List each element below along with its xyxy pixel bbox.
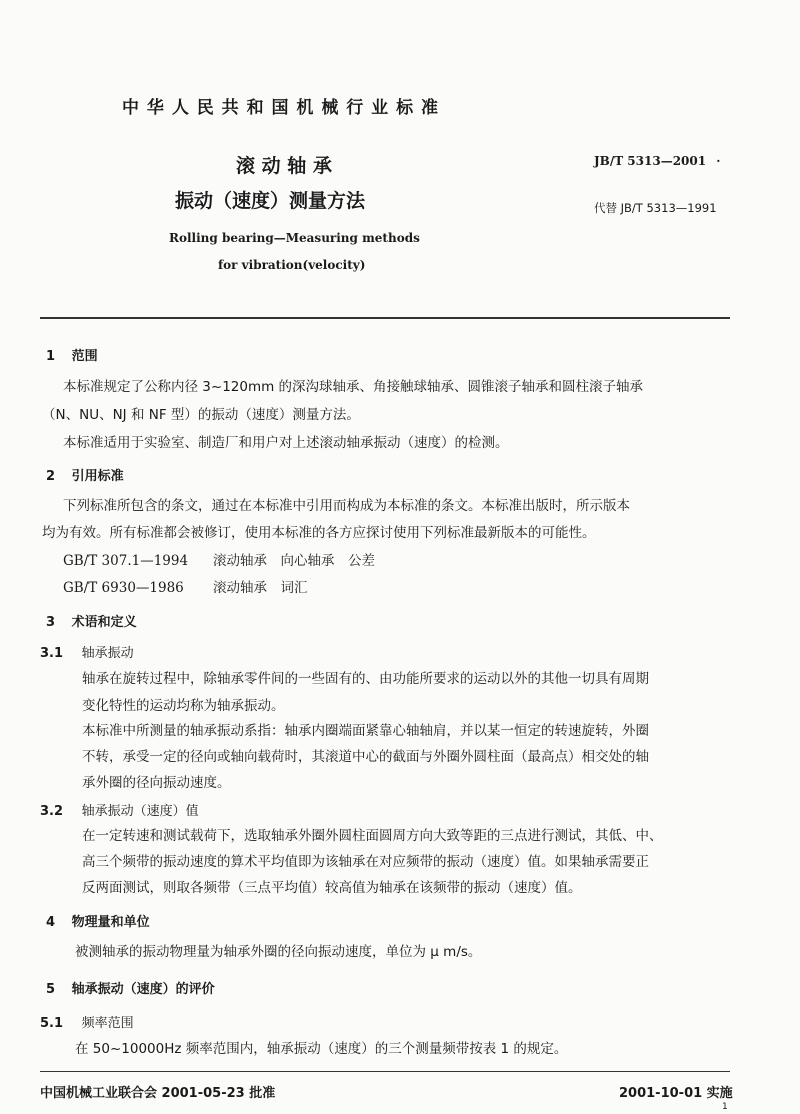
approval-date: 中国机械工业联合会 2001-05-23 批准 xyxy=(40,1086,276,1101)
section-2-heading xyxy=(46,465,124,484)
section-3-1-heading xyxy=(40,642,134,661)
title-cn-line2: 振动（速度）测量方法 xyxy=(175,190,366,212)
s31-p1-line1: 轴承在旋转过程中，除轴承零件间的一些固有的、由功能所要求的运动以外的其他一切具有周期 xyxy=(82,671,649,687)
section-5-number: 5 xyxy=(46,982,56,997)
s31-p1-line2: 变化特性的运动均称为轴承振动。 xyxy=(82,698,285,714)
s1-p2: 本标准适用于实验室、制造厂和用户对上述滚动轴承振动（速度）的检测。 xyxy=(63,435,509,451)
s32-p1-line1: 在一定转速和测试载荷下，选取轴承外圈外圆柱面圆周方向大致等距的三点进行测试，其低、中、 xyxy=(82,828,663,844)
title-en-line1: Rolling bearing—Measuring methods xyxy=(169,231,420,245)
page-number: 1 xyxy=(722,1102,728,1112)
footer-rule xyxy=(40,1071,730,1072)
section-3-2-heading xyxy=(40,800,199,819)
reference-name: 滚动轴承 向心轴承 公差 xyxy=(213,553,375,569)
section-3-number: 3 xyxy=(46,615,56,630)
s1-p1-line2: （N、NU、NJ 和 NF 型）的振动（速度）测量方法。 xyxy=(42,407,360,423)
s32-p1-line2: 高三个频带的振动速度的算术平均值即为该轴承在对应频带的振动（速度）值。如果轴承需要正 xyxy=(82,854,649,870)
reference-code: GB/T 6930—1986 xyxy=(63,580,184,596)
section-4-title: 物理量和单位 xyxy=(71,915,150,930)
section-3-1-number: 3.1 xyxy=(40,646,64,661)
s31-p2-line2: 不转，承受一定的径向或轴向载荷时，其滚道中心的截面与外圈外圆柱面（最高点）相交处的轴 xyxy=(82,749,649,765)
standard-number xyxy=(594,154,720,168)
s4-p1: 被测轴承的振动物理量为轴承外圈的径向振动速度，单位为 μ m/s。 xyxy=(75,944,482,960)
section-1-number: 1 xyxy=(46,349,56,364)
section-3-2-title: 轴承振动（速度）值 xyxy=(81,804,199,819)
section-5-title: 轴承振动（速度）的评价 xyxy=(71,982,215,997)
s2-p1-line1: 下列标准所包含的条文，通过在本标准中引用而构成为本标准的条文。本标准出版时，所示版本 xyxy=(63,498,630,514)
standard-mark: · xyxy=(716,154,721,168)
s51-p1: 在 50~10000Hz 频率范围内，轴承振动（速度）的三个测量频带按表 1 的规定。 xyxy=(75,1041,568,1057)
header-rule xyxy=(40,317,730,319)
section-1-heading xyxy=(46,345,98,364)
section-2-number: 2 xyxy=(46,469,56,484)
title-cn-line1: 滚 动 轴 承 xyxy=(236,155,332,177)
replaces-standard: 代替 JB/T 5313—1991 xyxy=(594,201,717,215)
s32-p1-line3: 反两面测试，则取各频带（三点平均值）较高值为轴承在该频带的振动（速度）值。 xyxy=(82,880,582,896)
section-4-heading xyxy=(46,911,150,930)
section-5-heading xyxy=(46,978,215,997)
industry-standard-heading: 中 华 人 民 共 和 国 机 械 行 业 标 准 xyxy=(122,98,440,118)
reference-code: GB/T 307.1—1994 xyxy=(63,553,189,569)
section-3-heading xyxy=(46,611,137,630)
section-3-2-number: 3.2 xyxy=(40,804,64,819)
s1-p1-line1: 本标准规定了公称内径 3~120mm 的深沟球轴承、角接触球轴承、圆锥滚子轴承和圆柱滚子轴承 xyxy=(63,379,644,395)
section-5-1-heading xyxy=(40,1012,134,1031)
section-5-1-number: 5.1 xyxy=(40,1016,64,1031)
section-2-title: 引用标准 xyxy=(71,469,124,484)
section-3-1-title: 轴承振动 xyxy=(81,646,134,661)
s31-p2-line3: 承外圈的径向振动速度。 xyxy=(82,775,231,791)
section-4-number: 4 xyxy=(46,915,56,930)
reference-name: 滚动轴承 词汇 xyxy=(213,580,308,596)
section-5-1-title: 频率范围 xyxy=(81,1016,134,1031)
title-en-line2: for vibration(velocity) xyxy=(218,258,366,272)
s2-p1-line2: 均为有效。所有标准都会被修订，使用本标准的各方应探讨使用下列标准最新版本的可能性。 xyxy=(42,525,596,541)
section-3-title: 术语和定义 xyxy=(71,615,137,630)
section-1-title: 范围 xyxy=(71,349,98,364)
reference-row xyxy=(63,552,375,571)
s31-p2-line1: 本标准中所测量的轴承振动系指：轴承内圈端面紧靠心轴轴肩，并以某一恒定的转速旋转，外圈 xyxy=(82,723,649,739)
reference-row xyxy=(63,579,308,598)
standard-number-text: JB/T 5313—2001 xyxy=(594,154,707,168)
implementation-date: 2001-10-01 实施 xyxy=(619,1086,733,1101)
